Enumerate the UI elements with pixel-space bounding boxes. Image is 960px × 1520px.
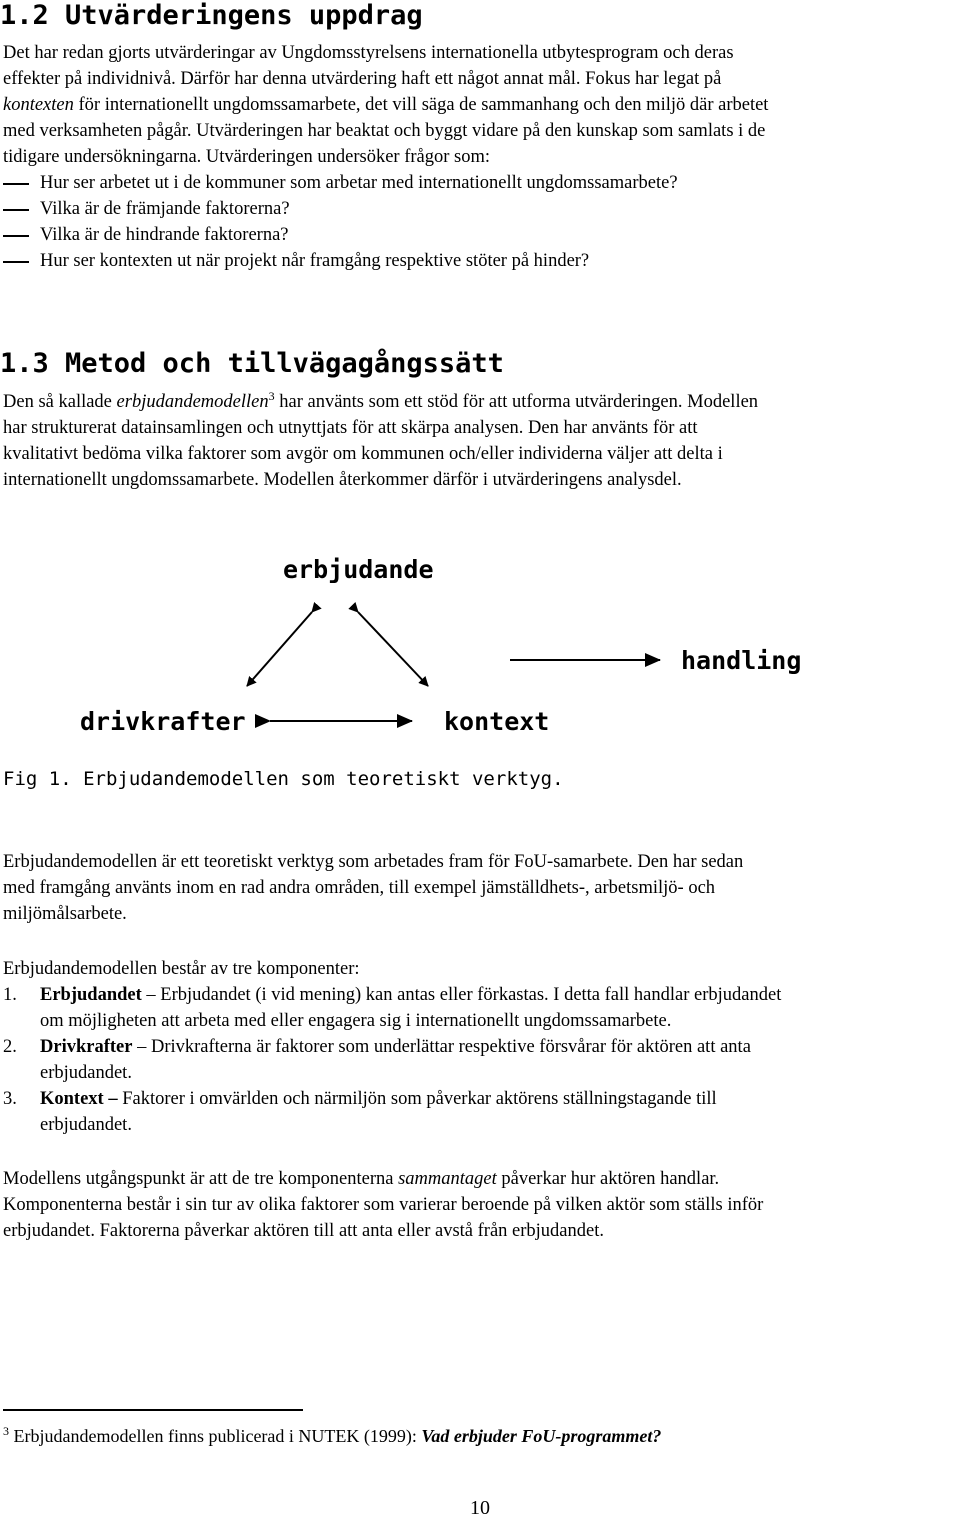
list-item: [0, 982, 960, 1034]
paragraph-line: [40, 982, 960, 1008]
page-number: 10: [470, 1497, 490, 1519]
section-heading-1-2: 1.2 Utvärderingens uppdrag: [0, 0, 423, 31]
component-text: Erbjudandet (i vid mening) kan antas eller förkastas. I detta fall handlar erbjudandet: [160, 985, 782, 1005]
paragraph-text: påverkar hur aktören handlar.: [496, 1169, 720, 1189]
dash: –: [132, 1037, 151, 1057]
footnote-mark: 3: [3, 1424, 9, 1438]
list-number: 1.: [3, 985, 17, 1005]
footnote-reference: 3: [268, 388, 275, 403]
list-item: [0, 1034, 960, 1086]
component-text: Drivkrafterna är faktorer som underlättar respektive försvårar för aktören att anta: [150, 1037, 751, 1057]
paragraph-line: erbjudandet. Faktorerna påverkar aktören till att anta eller avstå från erbjudandet.: [3, 1221, 604, 1241]
components-list: [0, 982, 960, 1138]
paragraph-line: internationellt ungdomssamarbete. Modellen återkommer därför i utvärderingens analysdel.: [3, 470, 682, 490]
list-number: 3.: [3, 1089, 17, 1109]
list-item: Hur ser arbetet ut i de kommuner som arbetar med internationellt ungdomssamarbete?: [0, 170, 678, 196]
section-1-2-paragraph: [3, 40, 768, 170]
label-kontext: kontext: [444, 707, 550, 736]
label-handling: handling: [681, 646, 802, 675]
paragraph-line: effekter på individnivå. Därför har denna utvärdering haft ett något annat mål. Fokus har legat på: [3, 69, 722, 89]
arrow-erbjudande-drivkrafter: [247, 612, 312, 686]
paragraph-line: erbjudandet.: [40, 1115, 132, 1135]
paragraph-line: Komponenterna består i sin tur av olika faktorer som varierar beroende på vilken aktör som ställs inför: [3, 1195, 764, 1215]
paragraph-text: har använts som ett stöd för att utforma utvärderingen. Modellen: [274, 392, 759, 412]
paragraph-line: om möjligheten att arbeta med eller engagera sig i internationellt ungdomssamarbete.: [40, 1011, 672, 1031]
paragraph-text: Modellens utgångspunkt är att de tre komponenterna: [3, 1169, 399, 1189]
section-heading-1-3: 1.3 Metod och tillvägagångssätt: [0, 348, 504, 379]
paragraph-text: Den så kallade: [3, 392, 117, 412]
emphasis-sammantaget: sammantaget: [398, 1169, 497, 1189]
figure-caption: Fig 1. Erbjudandemodellen som teoretiskt verktyg.: [3, 768, 564, 790]
list-item: [0, 1086, 960, 1138]
paragraph-line: [3, 92, 768, 118]
list-item: Vilka är de hindrande faktorerna?: [0, 222, 678, 248]
final-paragraph: [3, 1166, 763, 1244]
list-item: Hur ser kontexten ut när projekt når framgång respektive stöter på hinder?: [0, 248, 678, 274]
paragraph-line: [3, 389, 758, 415]
component-term: Kontext –: [40, 1089, 118, 1109]
paragraph-text: för internationellt ungdomssamarbete, det vill säga de sammanhang och den miljö där arbetet: [73, 95, 769, 115]
paragraph-line: har strukturerat datainsamlingen och utnyttjats för att skärpa analysen. Den har använts för att: [3, 418, 698, 438]
paragraph-line: Erbjudandemodellen är ett teoretiskt verktyg som arbetades fram för FoU-samarbete. Den har sedan: [3, 852, 744, 872]
paragraph-line: kvalitativt bedöma vilka faktorer som avgör om kommunen och/eller individerna väljer att delta i: [3, 444, 723, 464]
dash: –: [141, 985, 161, 1005]
emphasis-erbjudandemodellen: erbjudandemodellen: [116, 392, 269, 412]
footnote: [3, 1426, 661, 1447]
footnote-text: Erbjudandemodellen finns publicerad i NUTEK (1999):: [9, 1426, 422, 1446]
paragraph-line: [3, 1166, 763, 1192]
paragraph-line: erbjudandet.: [40, 1063, 132, 1083]
paragraph-line: med verksamheten pågår. Utvärderingen har beaktat och byggt vidare på den kunskap som samlats i de: [3, 121, 766, 141]
paragraph-line: tidigare undersökningarna. Utvärderingen undersöker frågor som:: [3, 147, 491, 167]
label-erbjudande: erbjudande: [283, 555, 434, 584]
erbjudande-model-diagram: [0, 540, 960, 750]
arrow-erbjudande-kontext: [358, 612, 428, 686]
label-drivkrafter: drivkrafter: [80, 707, 246, 736]
list-number: 2.: [3, 1037, 17, 1057]
paragraph-line: Erbjudandemodellen består av tre komponenter:: [3, 959, 360, 979]
component-term: Drivkrafter: [40, 1037, 133, 1057]
paragraph-line: med framgång använts inom en rad andra områden, till exempel jämställdhets-, arbetsmiljö- och: [3, 878, 716, 898]
model-description-paragraph: [3, 849, 743, 927]
paragraph-line: miljömålsarbete.: [3, 904, 127, 924]
questions-list: [0, 170, 678, 274]
paragraph-line: [40, 1086, 960, 1112]
list-item: Vilka är de främjande faktorerna?: [0, 196, 678, 222]
paragraph-line: Det har redan gjorts utvärderingar av Ungdomsstyrelsens internationella utbytesprogram och deras: [3, 43, 734, 63]
footnote-title: Vad erbjuder FoU-programmet?: [421, 1426, 662, 1446]
component-text: Faktorer i omvärlden och närmiljön som påverkar aktörens ställningstagande till: [122, 1089, 717, 1109]
components-intro: [3, 956, 360, 982]
component-term: Erbjudandet: [40, 985, 142, 1005]
section-1-3-paragraph: [3, 389, 758, 493]
paragraph-line: [40, 1034, 960, 1060]
emphasis-kontexten: kontexten: [3, 95, 74, 115]
footnote-separator: [3, 1409, 303, 1411]
